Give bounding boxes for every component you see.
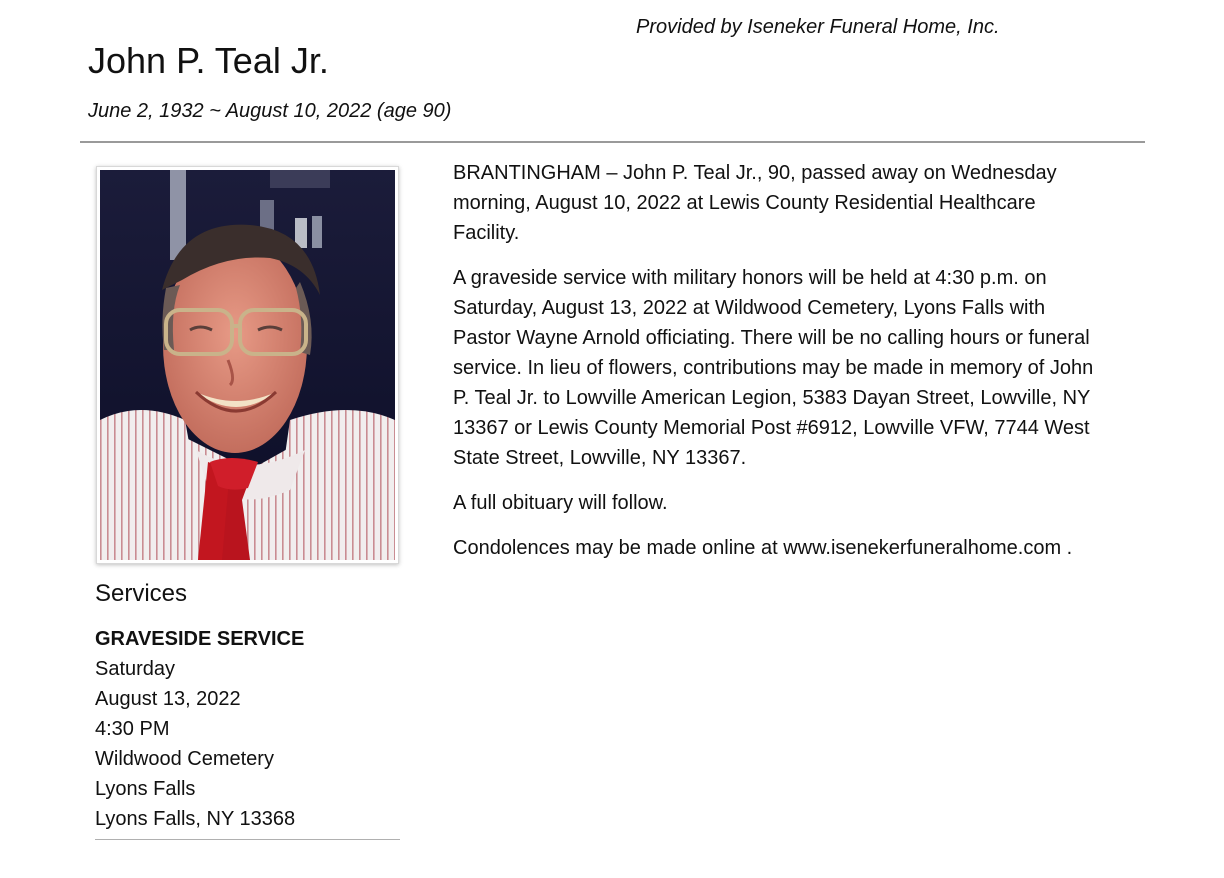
service-address: Lyons Falls, NY 13368 [95, 808, 296, 830]
service-time: 4:30 PM [95, 718, 170, 740]
service-location: Wildwood Cemetery [95, 748, 274, 770]
service-town: Lyons Falls [95, 778, 196, 800]
service-item [95, 624, 400, 834]
service-date: August 13, 2022 [95, 688, 241, 710]
obituary-paragraph: A full obituary will follow. [453, 492, 668, 514]
life-dates: June 2, 1932 ~ August 10, 2022 (age 90) [88, 100, 452, 122]
provided-by-credit: Provided by Iseneker Funeral Home, Inc. [636, 16, 1000, 38]
service-title: GRAVESIDE SERVICE [95, 628, 305, 650]
header-divider [80, 141, 1145, 143]
condolences-paragraph: Condolences may be made online at www.isenekerfuneralhome.com . [453, 537, 1073, 559]
portrait-photo [96, 166, 399, 564]
deceased-name: John P. Teal Jr. [88, 40, 329, 81]
portrait-photo-icon [100, 170, 395, 560]
services-divider [95, 839, 400, 840]
services-heading: Services [95, 580, 188, 607]
obituary-paragraph: BRANTINGHAM – John P. Teal Jr., 90, passed away on Wednesday morning, August 10, 2022 at Lewis County Residential Healthcare Facility. [453, 162, 1057, 244]
service-day: Saturday [95, 658, 176, 680]
obituary-text [453, 158, 1143, 578]
obituary-paragraph: A graveside service with military honors will be held at 4:30 p.m. on Saturday, August 13, 2022 at Wildwood Cemetery, Lyons Falls with Pastor Wayne Arnold officiating. There will be no calling hours or funeral service. In lieu of flowers, contributions may be made in memory of John P. Teal Jr. to Lowville American Legion, 5383 Dayan Street, Lowville, NY 13367 or Lewis County Memorial Post #6912, Lowville VFW, 7744 West State Street, Lowville, NY 13367. [453, 267, 1094, 469]
